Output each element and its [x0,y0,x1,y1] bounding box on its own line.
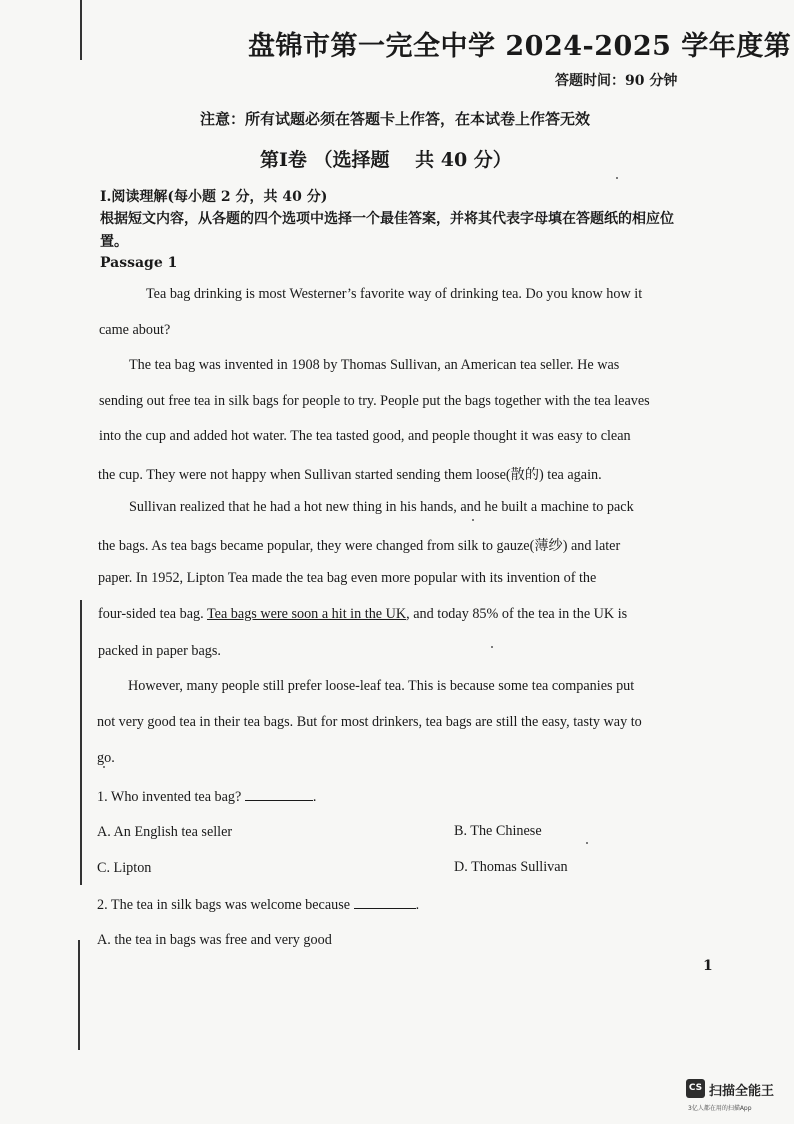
passage-line [98,606,627,623]
passage-label: Passage 1 [100,255,178,271]
section-instruction: 根据短文内容，从各题的四个选项中选择一个最佳答案，并将其代表字母填在答题纸的相应位置。 [100,211,674,250]
question-end: . [312,789,317,805]
passage-line: the bags. As tea bags became popular, they were changed from silk to gauze(薄纱) and later [98,538,621,554]
question-stem: 1. Who invented tea bag? [97,789,245,805]
scan-speck [586,842,588,844]
answer-blank [245,788,313,801]
passage-line: Sullivan realized that he had a hot new thing in his hands, and he built a machine to pack [129,499,634,515]
question-stem: 2. The tea in silk bags was welcome because [97,897,354,913]
binding-line [78,940,80,1050]
passage-line: not very good tea in their tea bags. But for most drinkers, tea bags are still the easy, tasty way to [97,714,642,730]
binding-line [80,600,82,885]
scanner-watermark [686,1077,786,1117]
passage-line: came about? [99,322,171,338]
scan-speck [103,766,105,768]
answer-blank [354,896,416,909]
question-end: . [415,897,420,913]
passage-text: , and today 85% of the tea in the UK is [406,606,628,622]
option-d: D. Thomas Sullivan [454,859,568,875]
part-title: 第Ⅰ卷 （选择题 共 40 分） [260,149,512,171]
passage-line: However, many people still prefer loose-leaf tea. This is because some tea companies put [128,678,635,694]
passage-line: the cup. They were not happy when Sullivan started sending them loose(散的) tea again. [98,467,602,483]
section-title: Ⅰ.阅读理解(每小题 2 分，共 40 分) [100,189,328,205]
question-2 [97,896,419,914]
scan-speck [472,519,474,521]
exam-title: 盘锦市第一完全中学 2024-2025 学年度第 [248,31,792,62]
page-number: 1 [703,958,713,974]
answer-time: 答题时间：90 分钟 [555,73,678,89]
cs-logo-icon: CS [686,1079,705,1098]
passage-line: sending out free tea in silk bags for people to try. People put the bags together with the tea leaves [99,393,650,409]
passage-line: packed in paper bags. [98,643,221,659]
option-a: A. the tea in bags was free and very good [97,932,332,948]
passage-line: The tea bag was invented in 1908 by Thomas Sullivan, an American tea seller. He was [129,357,620,373]
scanner-app-name: 扫描全能王 [709,1084,775,1099]
option-c: C. Lipton [97,860,152,876]
passage-line: paper. In 1952, Lipton Tea made the tea bag even more popular with its invention of the [98,570,597,586]
scan-speck [491,646,493,648]
underlined-sentence: Tea bags were soon a hit in the UK [206,606,407,622]
scan-speck [616,177,618,179]
binding-line [80,0,82,60]
option-a: A. An English tea seller [97,824,233,840]
question-1 [97,788,316,806]
scanner-tagline: 3亿人都在用的扫描App [688,1105,752,1112]
passage-text: four-sided tea bag. [98,606,207,622]
passage-line: Tea bag drinking is most Westerner’s favorite way of drinking tea. Do you know how it [146,286,643,302]
notice: 注意：所有试题必须在答题卡上作答，在本试卷上作答无效 [200,110,591,128]
passage-line: go. [97,750,115,766]
passage-line: into the cup and added hot water. The tea tasted good, and people thought it was easy to clean [99,428,631,444]
option-b: B. The Chinese [454,823,542,839]
